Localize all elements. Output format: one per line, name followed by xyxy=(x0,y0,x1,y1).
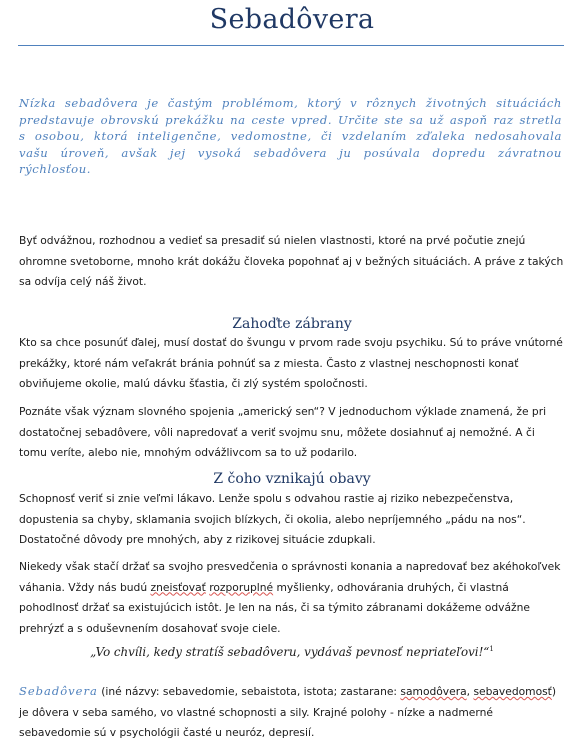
lead-paragraph: Nízka sebadôvera je častým problémom, ktorý v rôznych životných situáciách predstavuje obrovskú prekážku na ceste vpred. Určite ste sa už aspoň raz stretla s osobou, ktorá inteligenčne, vedomostne, či vzdelaním zďaleka nedosahovala vašu úroveň, avšak jej vysoká sebadôvera ju posúvala dopredu závratnou rýchlosťou. xyxy=(19,96,562,177)
definition-term: Sebadôvera xyxy=(19,684,98,698)
fears-paragraph-2-text-a: Niekedy však stačí držať sa svojho presvedčenia o správnosti konania a napredovať bez akéhokoľvek váhania. Vždy nás budú xyxy=(19,560,561,594)
definition-text-c: ) je dôvera v seba samého, vo vlastné schopnosti a sily. Krajné polohy - nízke a nadmerné sebavedomie sú v psychológii časté u neuróz, depresií. xyxy=(19,685,557,739)
title-underline xyxy=(18,45,564,46)
fears-paragraph-2 xyxy=(19,557,565,639)
footnote-reference[interactable]: 1 xyxy=(489,645,494,654)
misspelled-word[interactable]: sebavedomosť xyxy=(473,685,552,698)
misspelled-word[interactable]: zneisťovať xyxy=(150,580,206,594)
fears-paragraph-1: Schopnosť veriť si znie veľmi lákavo. Lenže spolu s odvahou rastie aj riziko nebezpečenstva, dopustenia sa chyby, sklamania svojich blízkych, či okolia, alebo nepríjemného „pádu na nos“. Dostatočné dôvody pre mnohých, aby z rizikovej situácie zdupkali. xyxy=(19,492,526,546)
barriers-paragraph-2: Poznáte však význam slovného spojenia „americký sen“? V jednoduchom výklade znamená, že pri dostatočnej sebadôvere, vôli napredovať a veriť svojmu snu, môžete dosiahnuť aj nemožné. A či tomu veríte, alebo nie, mnohým odvážlivcom sa to už podarilo. xyxy=(19,405,547,459)
quote-text: „Vo chvíli, kedy stratíš sebadôveru, vydávaš pevnosť nepriateľovi!“ xyxy=(90,645,490,659)
misspelled-word[interactable]: rozporuplné xyxy=(209,580,274,594)
misspelled-word[interactable]: samodôvera xyxy=(400,685,467,698)
page-title: Sebadôvera xyxy=(209,4,375,35)
definition-text-a: (iné názvy: sebavedomie, sebaistota, istota; zastarane: xyxy=(97,685,401,698)
section-heading-barriers: Zahoďte zábrany xyxy=(232,316,352,332)
quote xyxy=(0,645,584,659)
definition-paragraph xyxy=(19,681,565,744)
barriers-paragraph-1: Kto sa chce posunúť ďalej, musí dostať do švungu v prvom rade svoju psychiku. Sú to práve vnútorné prekážky, ktoré nám veľakrát bránia pohnúť sa z miesta. Často z vlastnej neschopnosti konať obviňujeme okolie, malú dávku šťastia, či zlý systém spoločnosti. xyxy=(19,336,563,390)
section-heading-fears: Z čoho vznikajú obavy xyxy=(213,471,371,487)
fears-paragraph-2-text-e: myšlienky, odhovárania druhých, či vlastná pohodlnosť držať sa existujúcich istôt. Je len na nás, či sa týmito zábranami dokážeme odvážne prehrýzť a s oduševnením dosahovať svoje ciele. xyxy=(19,580,531,635)
definition-text-b: , xyxy=(466,685,474,698)
intro-paragraph: Byť odvážnou, rozhodnou a vedieť sa presadiť sú nielen vlastnosti, ktoré na prvé počutie znejú ohromne svetoborne, mnoho krát dokážu človeka popohnať aj v bežných situáciách. A práve z takých sa odvíja celý náš život. xyxy=(19,234,564,288)
